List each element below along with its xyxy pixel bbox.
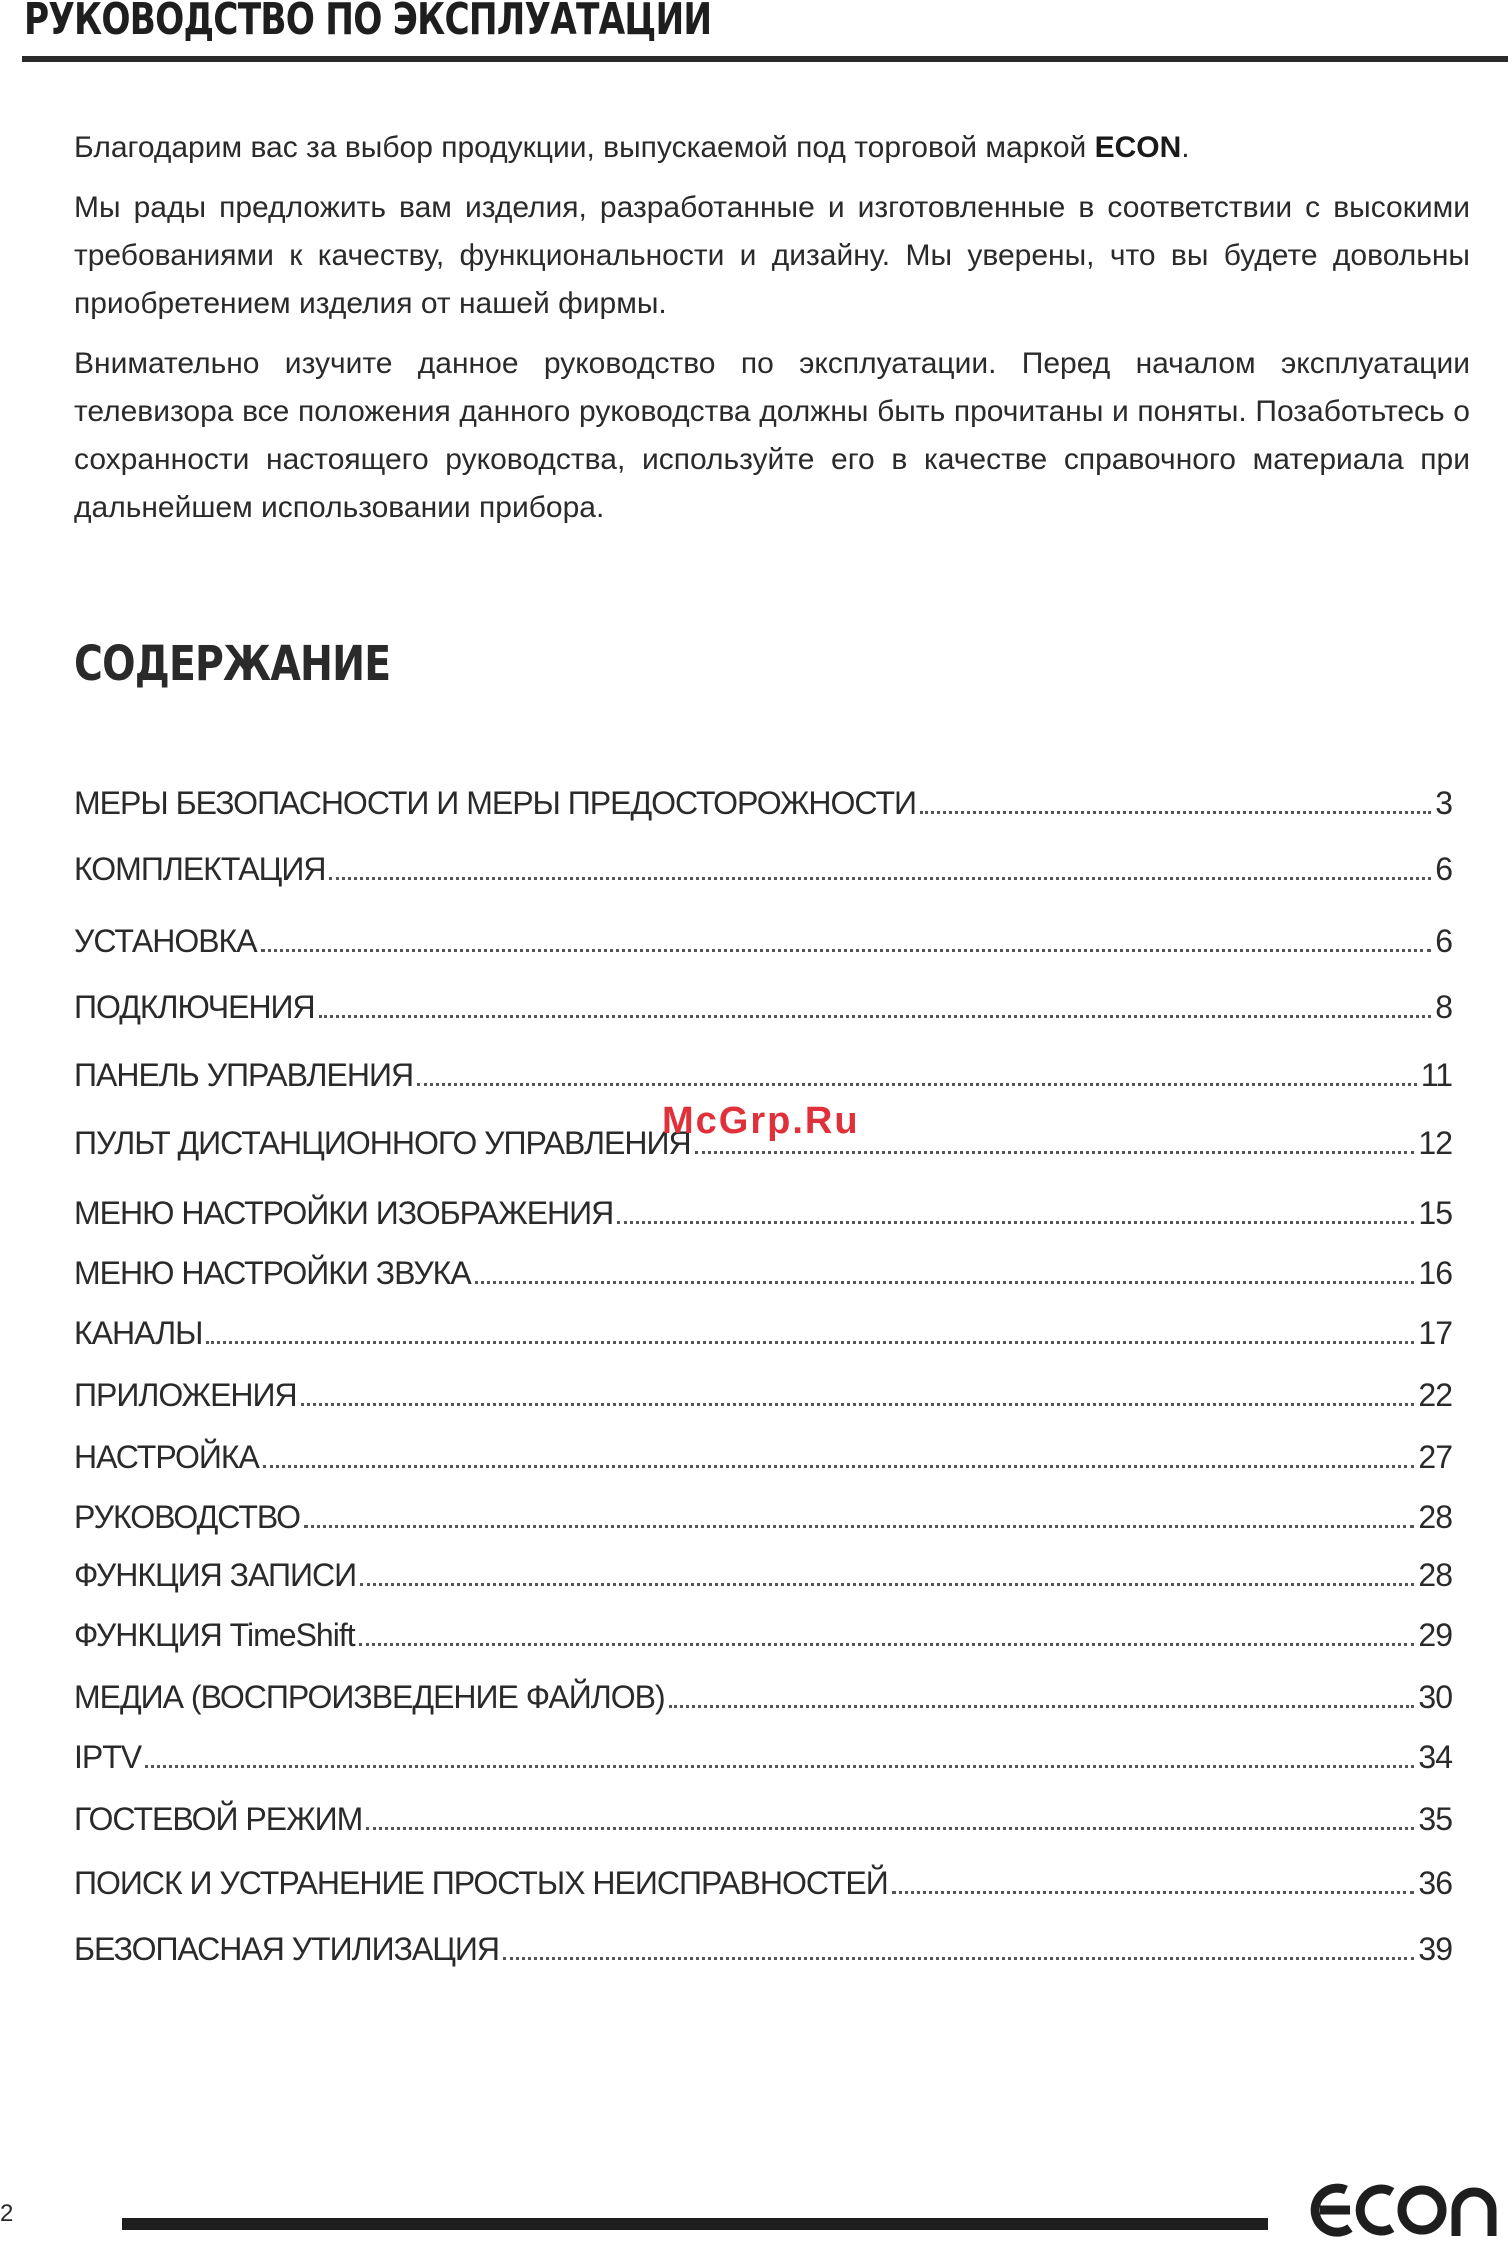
toc-entry-page-number: 35 bbox=[1418, 1801, 1452, 1837]
toc-heading: СОДЕРЖАНИЕ bbox=[74, 636, 391, 692]
toc-entry-page-number: 30 bbox=[1418, 1679, 1452, 1715]
toc-entry bbox=[74, 844, 1452, 888]
toc-entry-label: ПОИСК И УСТРАНЕНИЕ ПРОСТЫХ НЕИСПРАВНОСТЕЙ bbox=[74, 1865, 888, 1901]
toc-entry-label: РУКОВОДСТВО bbox=[74, 1499, 301, 1535]
intro-paragraph-instructions: Внимательно изучите данное руководство по эксплуатации. Перед началом эксплуатации телевизора все положения данного руководства должны быть прочитаны и поняты. Позаботьтесь о сохранности настоящего руководства, используйте его в качестве справочного материала при дальнейшем использовании прибора. bbox=[74, 347, 1470, 524]
page-number: 2 bbox=[0, 2200, 14, 2227]
toc-entry bbox=[74, 1308, 1452, 1352]
toc-dot-leader bbox=[360, 1583, 1414, 1586]
toc-entry-page-number: 15 bbox=[1418, 1195, 1452, 1231]
intro-paragraph-thanks bbox=[74, 124, 1470, 172]
toc-entry bbox=[74, 1188, 1452, 1232]
intro-thanks-end: . bbox=[1181, 131, 1190, 164]
toc-entry-page-number: 36 bbox=[1418, 1865, 1452, 1901]
toc-entry-page-number: 28 bbox=[1418, 1499, 1452, 1535]
toc-entry bbox=[74, 1672, 1452, 1716]
page-header-title: РУКОВОДСТВО ПО ЭКСПЛУАТАЦИИ bbox=[24, 0, 712, 45]
toc-entry-page-number: 39 bbox=[1418, 1931, 1452, 1967]
toc-dot-leader bbox=[366, 1827, 1414, 1830]
toc-dot-leader bbox=[475, 1281, 1415, 1284]
toc-entry bbox=[74, 916, 1452, 960]
toc-entry-page-number: 6 bbox=[1435, 923, 1452, 959]
intro-paragraph-offer: Мы рады предложить вам изделия, разработанные и изготовленные в соответствии с высокими требованиями к качеству, функциональности и дизайну. Мы уверены, что вы будете довольны приобретением изделия от нашей фирмы. bbox=[74, 191, 1470, 320]
toc-entry bbox=[74, 1732, 1452, 1776]
toc-entry-label: МЕРЫ БЕЗОПАСНОСТИ И МЕРЫ ПРЕДОСТОРОЖНОСТИ bbox=[74, 785, 917, 821]
toc-entry-label: ГОСТЕВОЙ РЕЖИМ bbox=[74, 1801, 363, 1837]
toc-entry-page-number: 11 bbox=[1420, 1057, 1452, 1093]
toc-dot-leader bbox=[263, 1465, 1415, 1468]
watermark-text: McGrp.Ru bbox=[662, 1100, 860, 1142]
toc-dot-leader bbox=[617, 1221, 1414, 1224]
toc-entry bbox=[74, 1248, 1452, 1292]
toc-entry-label: БЕЗОПАСНАЯ УТИЛИЗАЦИЯ bbox=[74, 1931, 500, 1967]
intro-thanks-text: Благодарим вас за выбор продукции, выпускаемой под торговой маркой bbox=[74, 131, 1095, 164]
toc-entry-label: ПРИЛОЖЕНИЯ bbox=[74, 1377, 297, 1413]
toc-entry-label: ПОДКЛЮЧЕНИЯ bbox=[74, 989, 315, 1025]
toc-entry-label: ФУНКЦИЯ TimeShift bbox=[74, 1617, 355, 1653]
toc-entry-label: ПУЛЬТ ДИСТАНЦИОННОГО УПРАВЛЕНИЯ bbox=[74, 1125, 691, 1161]
toc-entry bbox=[74, 1794, 1452, 1838]
toc-entry-label: МЕДИА (ВОСПРОИЗВЕДЕНИЕ ФАЙЛОВ) bbox=[74, 1679, 665, 1715]
toc-dot-leader bbox=[319, 1015, 1432, 1018]
toc-dot-leader bbox=[359, 1643, 1415, 1646]
toc-entry-page-number: 16 bbox=[1418, 1255, 1452, 1291]
toc-dot-leader bbox=[669, 1705, 1415, 1708]
toc-entry-page-number: 34 bbox=[1418, 1739, 1452, 1775]
intro-brand-name: ECON bbox=[1094, 131, 1182, 164]
toc-entry bbox=[74, 1550, 1452, 1594]
toc-entry-page-number: 29 bbox=[1418, 1617, 1452, 1653]
toc-dot-leader bbox=[892, 1891, 1415, 1894]
toc-entry-label: МЕНЮ НАСТРОЙКИ ЗВУКА bbox=[74, 1255, 471, 1291]
toc-entry bbox=[74, 1370, 1452, 1414]
toc-entry bbox=[74, 1492, 1452, 1536]
footer-divider bbox=[122, 2218, 1268, 2230]
header-divider bbox=[22, 56, 1508, 62]
toc-dot-leader bbox=[206, 1341, 1414, 1344]
toc-entry-label: ФУНКЦИЯ ЗАПИСИ bbox=[74, 1557, 357, 1593]
toc-entry-page-number: 12 bbox=[1418, 1125, 1452, 1161]
toc-entry-page-number: 8 bbox=[1435, 989, 1452, 1025]
toc-entry-page-number: 6 bbox=[1435, 851, 1452, 887]
toc-dot-leader bbox=[261, 949, 1432, 952]
toc-entry bbox=[74, 1610, 1452, 1654]
toc-dot-leader bbox=[417, 1083, 1417, 1086]
econ-logo bbox=[1310, 2176, 1500, 2242]
toc-dot-leader bbox=[329, 877, 1431, 880]
toc-entry-label: МЕНЮ НАСТРОЙКИ ИЗОБРАЖЕНИЯ bbox=[74, 1195, 614, 1231]
toc-entry-label: НАСТРОЙКА bbox=[74, 1439, 259, 1475]
toc-entry-page-number: 27 bbox=[1418, 1439, 1452, 1475]
toc-entry-page-number: 28 bbox=[1418, 1557, 1452, 1593]
toc-entry bbox=[74, 1858, 1452, 1902]
toc-dot-leader bbox=[145, 1765, 1414, 1768]
toc-entry bbox=[74, 982, 1452, 1026]
toc-dot-leader bbox=[304, 1525, 1414, 1528]
toc-entry-page-number: 17 bbox=[1418, 1315, 1452, 1351]
toc-dot-leader bbox=[695, 1151, 1415, 1154]
toc-dot-leader bbox=[503, 1957, 1414, 1960]
toc-entry-label: КОМПЛЕКТАЦИЯ bbox=[74, 851, 326, 887]
intro-section bbox=[74, 124, 1470, 544]
toc-dot-leader bbox=[920, 811, 1431, 814]
toc-dot-leader bbox=[301, 1403, 1415, 1406]
toc-entry-label: КАНАЛЫ bbox=[74, 1315, 203, 1351]
toc-entry bbox=[74, 778, 1452, 822]
toc-entry bbox=[74, 1050, 1452, 1094]
toc-entry-label: УСТАНОВКА bbox=[74, 923, 257, 959]
toc-entry-page-number: 22 bbox=[1418, 1377, 1452, 1413]
toc-entry-page-number: 3 bbox=[1435, 785, 1452, 821]
toc-entry-label: IPTV bbox=[74, 1739, 142, 1775]
toc-entry bbox=[74, 1924, 1452, 1968]
toc-entry-label: ПАНЕЛЬ УПРАВЛЕНИЯ bbox=[74, 1057, 414, 1093]
toc-entry bbox=[74, 1432, 1452, 1476]
